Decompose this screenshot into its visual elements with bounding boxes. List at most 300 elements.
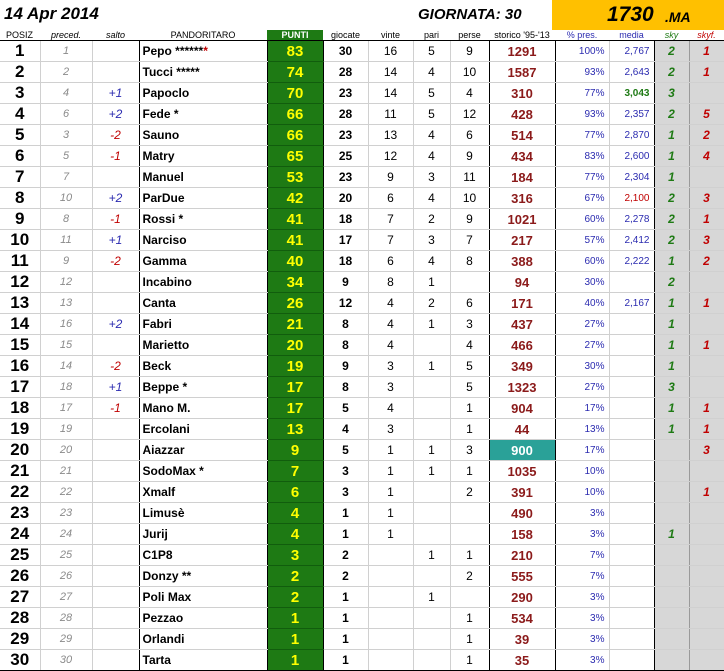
standings-table [0, 30, 724, 671]
sky-cell: 2 [654, 41, 689, 62]
pos-cell: 4 [0, 104, 40, 125]
sky-cell: 1 [654, 419, 689, 440]
table-row [0, 608, 724, 629]
player-name: Poli Max [142, 590, 192, 604]
won-cell: 7 [368, 230, 413, 251]
pos-cell: 27 [0, 587, 40, 608]
skyf-cell: 1 [689, 209, 724, 230]
lost-cell: 10 [450, 62, 489, 83]
jump-cell [92, 545, 139, 566]
points-cell: 17 [267, 377, 323, 398]
won-cell: 11 [368, 104, 413, 125]
played-cell: 8 [323, 335, 368, 356]
jump-cell [92, 524, 139, 545]
pos-cell: 7 [0, 167, 40, 188]
presence-pct-cell: 10% [555, 482, 609, 503]
points-cell: 83 [267, 41, 323, 62]
table-row [0, 356, 724, 377]
jump-cell [92, 629, 139, 650]
sky-cell: 2 [654, 62, 689, 83]
presence-pct-cell: 27% [555, 314, 609, 335]
player-name: ParDue [142, 191, 185, 205]
lost-cell: 3 [450, 440, 489, 461]
played-cell: 8 [323, 377, 368, 398]
history-cell: 904 [489, 398, 555, 419]
player-name-cell [139, 83, 267, 104]
jump-cell [92, 587, 139, 608]
draw-cell: 1 [413, 545, 450, 566]
won-cell: 1 [368, 440, 413, 461]
sky-cell: 1 [654, 524, 689, 545]
skyf-cell [689, 503, 724, 524]
draw-cell [413, 419, 450, 440]
history-cell: 94 [489, 272, 555, 293]
points-cell: 21 [267, 314, 323, 335]
presence-pct-cell: 93% [555, 62, 609, 83]
sky-cell: 1 [654, 167, 689, 188]
draw-cell: 5 [413, 104, 450, 125]
header-bar [0, 0, 724, 30]
draw-cell: 1 [413, 272, 450, 293]
history-cell: 437 [489, 314, 555, 335]
jump-cell [92, 419, 139, 440]
prev-pos-cell: 25 [40, 545, 92, 566]
player-name-cell [139, 587, 267, 608]
average-cell [609, 545, 654, 566]
player-name-cell [139, 146, 267, 167]
pos-cell: 1 [0, 41, 40, 62]
history-cell: 514 [489, 125, 555, 146]
won-cell: 4 [368, 335, 413, 356]
lost-cell: 5 [450, 356, 489, 377]
col-header-storico: storico '95-'13 [489, 30, 555, 41]
player-name-cell [139, 356, 267, 377]
lost-cell: 6 [450, 125, 489, 146]
presence-pct-cell: 77% [555, 125, 609, 146]
presence-pct-cell: 3% [555, 650, 609, 671]
table-row [0, 587, 724, 608]
average-cell [609, 440, 654, 461]
played-cell: 18 [323, 251, 368, 272]
won-cell: 6 [368, 188, 413, 209]
pos-cell: 11 [0, 251, 40, 272]
skyf-cell [689, 524, 724, 545]
presence-pct-cell: 83% [555, 146, 609, 167]
table-row [0, 335, 724, 356]
average-cell: 2,304 [609, 167, 654, 188]
played-cell: 23 [323, 125, 368, 146]
played-cell: 1 [323, 524, 368, 545]
presence-pct-cell: 3% [555, 629, 609, 650]
history-cell: 490 [489, 503, 555, 524]
jump-cell: +2 [92, 188, 139, 209]
history-cell: 1323 [489, 377, 555, 398]
prev-pos-cell: 3 [40, 125, 92, 146]
table-row [0, 62, 724, 83]
jump-cell: +2 [92, 104, 139, 125]
col-header-media: media [609, 30, 654, 41]
won-cell: 4 [368, 293, 413, 314]
col-header-pari: pari [413, 30, 450, 41]
prev-pos-cell: 7 [40, 167, 92, 188]
player-name-cell [139, 293, 267, 314]
skyf-cell: 1 [689, 41, 724, 62]
prev-pos-cell: 11 [40, 230, 92, 251]
col-header-name: PANDORITARO [139, 30, 267, 41]
sky-cell: 1 [654, 314, 689, 335]
won-cell: 3 [368, 356, 413, 377]
points-cell: 66 [267, 104, 323, 125]
player-name: Orlandi [142, 632, 185, 646]
won-cell: 1 [368, 461, 413, 482]
skyf-cell: 1 [689, 482, 724, 503]
draw-cell [413, 398, 450, 419]
pos-cell: 13 [0, 293, 40, 314]
lost-cell: 9 [450, 209, 489, 230]
average-cell [609, 629, 654, 650]
table-row [0, 83, 724, 104]
player-name-cell [139, 419, 267, 440]
prev-pos-cell: 14 [40, 356, 92, 377]
lost-cell [450, 272, 489, 293]
presence-pct-cell: 30% [555, 356, 609, 377]
points-cell: 6 [267, 482, 323, 503]
draw-cell: 5 [413, 83, 450, 104]
banner-number: 1730 [607, 3, 654, 26]
pos-cell: 15 [0, 335, 40, 356]
player-name-cell [139, 230, 267, 251]
skyf-cell: 4 [689, 146, 724, 167]
jump-cell: -2 [92, 125, 139, 146]
table-row [0, 440, 724, 461]
sky-cell: 1 [654, 251, 689, 272]
draw-cell: 4 [413, 62, 450, 83]
presence-pct-cell: 57% [555, 230, 609, 251]
sky-cell: 2 [654, 188, 689, 209]
prev-pos-cell: 4 [40, 83, 92, 104]
table-row [0, 545, 724, 566]
average-cell [609, 566, 654, 587]
won-cell [368, 629, 413, 650]
date-label: 14 Apr 2014 [4, 4, 99, 23]
player-name: Papoclo [142, 86, 190, 100]
lost-cell: 10 [450, 188, 489, 209]
player-name: Aiazzar [142, 443, 185, 457]
player-name-cell [139, 314, 267, 335]
draw-cell: 3 [413, 167, 450, 188]
table-row [0, 209, 724, 230]
lost-cell: 2 [450, 482, 489, 503]
skyf-cell [689, 83, 724, 104]
player-name: Gamma [142, 254, 187, 268]
played-cell: 9 [323, 272, 368, 293]
sky-cell [654, 650, 689, 671]
sky-cell: 1 [654, 398, 689, 419]
prev-pos-cell: 2 [40, 62, 92, 83]
lost-cell: 4 [450, 83, 489, 104]
history-cell: 1587 [489, 62, 555, 83]
points-cell: 3 [267, 545, 323, 566]
played-cell: 30 [323, 41, 368, 62]
played-cell: 12 [323, 293, 368, 314]
presence-pct-cell: 3% [555, 524, 609, 545]
player-name: Manuel [142, 170, 184, 184]
skyf-cell [689, 272, 724, 293]
sky-cell: 2 [654, 104, 689, 125]
skyf-cell [689, 587, 724, 608]
player-name-cell [139, 524, 267, 545]
jump-cell [92, 482, 139, 503]
player-name-cell [139, 566, 267, 587]
sky-cell [654, 608, 689, 629]
jump-cell: -1 [92, 146, 139, 167]
average-cell [609, 377, 654, 398]
presence-pct-cell: 30% [555, 272, 609, 293]
player-name-cell [139, 461, 267, 482]
col-header-giocate: giocate [323, 30, 368, 41]
player-name: Donzy ** [142, 569, 192, 583]
played-cell: 5 [323, 398, 368, 419]
pos-cell: 12 [0, 272, 40, 293]
points-cell: 4 [267, 503, 323, 524]
player-name: Pezzao [142, 611, 184, 625]
history-cell: 217 [489, 230, 555, 251]
average-cell [609, 272, 654, 293]
jump-cell: -2 [92, 356, 139, 377]
pos-cell: 6 [0, 146, 40, 167]
draw-cell: 1 [413, 314, 450, 335]
skyf-cell [689, 650, 724, 671]
lost-cell: 1 [450, 461, 489, 482]
history-cell: 316 [489, 188, 555, 209]
average-cell [609, 419, 654, 440]
draw-cell [413, 650, 450, 671]
player-name: Pepo ****** [142, 44, 204, 58]
prev-pos-cell: 13 [40, 293, 92, 314]
pos-cell: 10 [0, 230, 40, 251]
points-cell: 40 [267, 251, 323, 272]
pos-cell: 21 [0, 461, 40, 482]
average-cell: 2,870 [609, 125, 654, 146]
presence-pct-cell: 3% [555, 503, 609, 524]
lost-cell [450, 587, 489, 608]
player-name: Beck [142, 359, 172, 373]
won-cell: 3 [368, 377, 413, 398]
player-name: Matry [142, 149, 175, 163]
skyf-cell [689, 566, 724, 587]
points-cell: 20 [267, 335, 323, 356]
player-name: Ercolani [142, 422, 190, 436]
skyf-cell [689, 461, 724, 482]
table-row [0, 125, 724, 146]
prev-pos-cell: 18 [40, 377, 92, 398]
table-row [0, 503, 724, 524]
draw-cell: 2 [413, 209, 450, 230]
won-cell: 12 [368, 146, 413, 167]
won-cell: 9 [368, 167, 413, 188]
player-name-cell [139, 650, 267, 671]
jump-cell [92, 440, 139, 461]
player-name-cell [139, 272, 267, 293]
skyf-cell [689, 545, 724, 566]
jump-cell [92, 503, 139, 524]
lost-cell: 1 [450, 398, 489, 419]
average-cell [609, 608, 654, 629]
points-cell: 70 [267, 83, 323, 104]
draw-cell: 1 [413, 440, 450, 461]
jump-cell: +1 [92, 230, 139, 251]
sky-cell: 2 [654, 209, 689, 230]
average-cell: 2,643 [609, 62, 654, 83]
player-name: SodoMax * [142, 464, 204, 478]
played-cell: 2 [323, 566, 368, 587]
lost-cell [450, 503, 489, 524]
skyf-cell: 5 [689, 104, 724, 125]
sky-cell: 1 [654, 293, 689, 314]
draw-cell [413, 566, 450, 587]
history-cell: 35 [489, 650, 555, 671]
played-cell: 1 [323, 650, 368, 671]
draw-cell: 2 [413, 293, 450, 314]
presence-pct-cell: 100% [555, 41, 609, 62]
presence-pct-cell: 77% [555, 167, 609, 188]
draw-cell: 1 [413, 587, 450, 608]
pos-cell: 8 [0, 188, 40, 209]
won-cell: 16 [368, 41, 413, 62]
draw-cell [413, 335, 450, 356]
won-cell [368, 545, 413, 566]
points-cell: 41 [267, 209, 323, 230]
presence-pct-cell: 7% [555, 545, 609, 566]
lost-cell: 4 [450, 335, 489, 356]
sky-cell: 1 [654, 335, 689, 356]
skyf-cell [689, 608, 724, 629]
presence-pct-cell: 7% [555, 566, 609, 587]
prev-pos-cell: 30 [40, 650, 92, 671]
average-cell: 2,167 [609, 293, 654, 314]
player-name-cell [139, 209, 267, 230]
average-cell [609, 314, 654, 335]
points-cell: 42 [267, 188, 323, 209]
table-row [0, 167, 724, 188]
average-cell [609, 650, 654, 671]
prev-pos-cell: 16 [40, 314, 92, 335]
draw-cell: 4 [413, 251, 450, 272]
player-name: Marietto [142, 338, 190, 352]
pos-cell: 29 [0, 629, 40, 650]
draw-cell: 1 [413, 461, 450, 482]
sky-cell: 2 [654, 230, 689, 251]
pos-cell: 22 [0, 482, 40, 503]
jump-cell [92, 62, 139, 83]
draw-cell [413, 629, 450, 650]
played-cell: 18 [323, 209, 368, 230]
prev-pos-cell: 15 [40, 335, 92, 356]
history-cell: 184 [489, 167, 555, 188]
prev-pos-cell: 21 [40, 461, 92, 482]
skyf-cell: 1 [689, 335, 724, 356]
col-header-perse: perse [450, 30, 489, 41]
prev-pos-cell: 9 [40, 251, 92, 272]
pos-cell: 30 [0, 650, 40, 671]
player-name-cell [139, 167, 267, 188]
presence-pct-cell: 10% [555, 461, 609, 482]
player-name-cell [139, 62, 267, 83]
points-cell: 66 [267, 125, 323, 146]
history-cell: 466 [489, 335, 555, 356]
prev-pos-cell: 22 [40, 482, 92, 503]
draw-cell: 4 [413, 125, 450, 146]
prev-pos-cell: 10 [40, 188, 92, 209]
sky-cell [654, 545, 689, 566]
won-cell [368, 587, 413, 608]
table-row [0, 293, 724, 314]
pos-cell: 16 [0, 356, 40, 377]
points-cell: 9 [267, 440, 323, 461]
history-cell: 44 [489, 419, 555, 440]
player-name: Sauno [142, 128, 180, 142]
average-cell: 2,600 [609, 146, 654, 167]
draw-cell: 4 [413, 146, 450, 167]
prev-pos-cell: 8 [40, 209, 92, 230]
played-cell: 1 [323, 503, 368, 524]
played-cell: 8 [323, 314, 368, 335]
prev-pos-cell: 12 [40, 272, 92, 293]
points-cell: 34 [267, 272, 323, 293]
table-row [0, 314, 724, 335]
player-name: Xmalf [142, 485, 176, 499]
player-name-cell [139, 377, 267, 398]
average-cell [609, 398, 654, 419]
sky-cell: 3 [654, 377, 689, 398]
points-cell: 26 [267, 293, 323, 314]
history-cell: 428 [489, 104, 555, 125]
presence-pct-cell: 40% [555, 293, 609, 314]
skyf-cell [689, 356, 724, 377]
col-header-prec: preced. [40, 30, 92, 41]
played-cell: 2 [323, 545, 368, 566]
average-cell: 2,357 [609, 104, 654, 125]
played-cell: 1 [323, 629, 368, 650]
history-cell: 210 [489, 545, 555, 566]
player-name-cell [139, 41, 267, 62]
pos-cell: 28 [0, 608, 40, 629]
points-cell: 13 [267, 419, 323, 440]
table-row [0, 398, 724, 419]
average-cell: 2,100 [609, 188, 654, 209]
played-cell: 5 [323, 440, 368, 461]
lost-cell: 1 [450, 629, 489, 650]
jump-cell: -1 [92, 398, 139, 419]
history-cell: 388 [489, 251, 555, 272]
presence-pct-cell: 3% [555, 587, 609, 608]
col-header-sky: sky [654, 30, 689, 41]
skyf-cell: 2 [689, 125, 724, 146]
lost-cell: 1 [450, 545, 489, 566]
presence-pct-cell: 60% [555, 209, 609, 230]
prev-pos-cell: 26 [40, 566, 92, 587]
player-name-cell [139, 440, 267, 461]
pos-cell: 19 [0, 419, 40, 440]
pos-cell: 3 [0, 83, 40, 104]
played-cell: 4 [323, 419, 368, 440]
red-star-mark: * [203, 44, 208, 58]
col-header-pos: POSIZ [0, 30, 40, 41]
col-header-punti: PUNTI [267, 30, 323, 41]
presence-pct-cell: 3% [555, 608, 609, 629]
skyf-cell [689, 629, 724, 650]
skyf-cell: 2 [689, 251, 724, 272]
